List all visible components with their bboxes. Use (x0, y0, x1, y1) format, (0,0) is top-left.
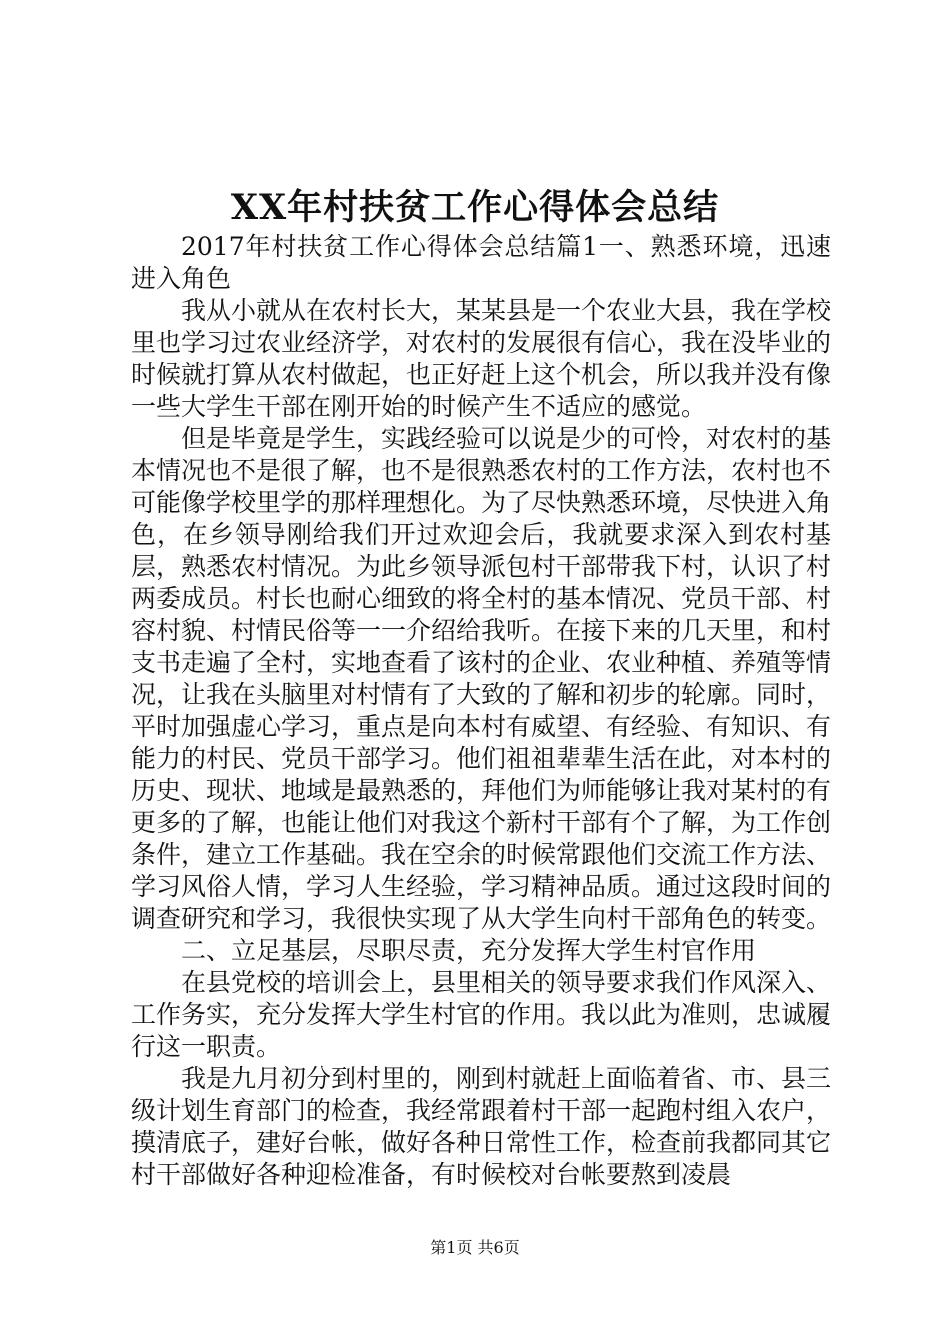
paragraph: 但是毕竟是学生，实践经验可以说是少的可怜，对农村的基本情况也不是很了解，也不是很熟悉农村的工作方法，农村也不可能像学校里学的那样理想化。为了尽快熟悉环境，尽快进入角色，在乡领导刚给我们开过欢迎会后，我就要求深入到农村基层，熟悉农村情况。为此乡领导派包村干部带我下村，认识了村两委成员。村长也耐心细致的将全村的基本情况、党员干部、村容村貌、村情民俗等一一介绍给我听。在接下来的几天里，和村支书走遍了全村，实地查看了该村的企业、农业种植、养殖等情况，让我在头脑里对村情有了大致的了解和初步的轮廓。同时，平时加强虚心学习，重点是向本村有威望、有经验、有知识、有能力的村民、党员干部学习。他们祖祖辈辈生活在此，对本村的历史、现状、地域是最熟悉的，拜他们为师能够让我对某村的有更多的了解，也能让他们对我这个新村干部有个了解，为工作创条件，建立工作基础。我在空余的时候常跟他们交流工作方法、学习风俗人情，学习人生经验，学习精神品质。通过这段时间的调查研究和学习，我很快实现了从大学生向村干部角色的转变。 (131, 424, 832, 933)
section-heading: 二、立足基层，尽职尽责，充分发挥大学生村官作用 (181, 936, 757, 965)
paragraph: 2017年村扶贫工作心得体会总结篇1一、熟悉环境，迅速进入角色 (131, 232, 831, 293)
page-footer (0, 1238, 950, 1258)
page-number: 第1页 共6页 (430, 1238, 520, 1257)
document-body (131, 231, 831, 1191)
paragraph: 我是九月初分到村里的，刚到村就赶上面临着省、市、县三级计划生育部门的检查，我经常跟着村干部一起跑村组入农户，摸清底子，建好台帐，做好各种日常性工作，检查前我都同其它村干部做好各种迎检准备，有时候校对台帐要熬到凌晨 (131, 1064, 832, 1189)
document-title: XX年村扶贫工作心得体会总结 (230, 187, 720, 228)
paragraph: 在县党校的培训会上，县里相关的领导要求我们作风深入、工作务实，充分发挥大学生村官的作用。我以此为准则，忠诚履行这一职责。 (131, 968, 832, 1061)
paragraph: 我从小就从在农村长大，某某县是一个农业大县，我在学校里也学习过农业经济学，对农村的发展很有信心，我在没毕业的时候就打算从农村做起，也正好赶上这个机会，所以我并没有像一些大学生干部在刚开始的时候产生不适应的感觉。 (131, 296, 832, 421)
